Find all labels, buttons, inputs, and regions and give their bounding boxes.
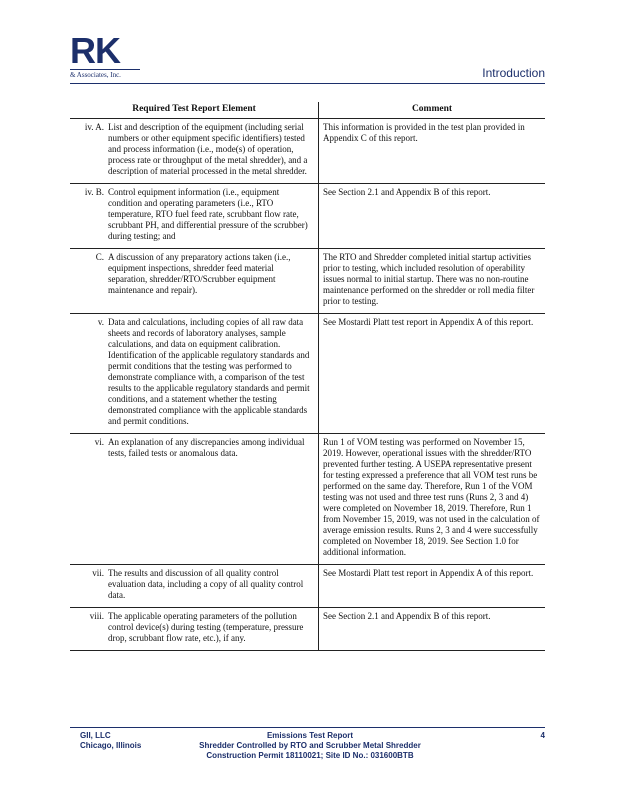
comment-cell: See Mostardi Platt test report in Appendix A of this report.: [319, 565, 546, 608]
page-number: 4: [540, 731, 545, 740]
header-divider: [70, 83, 545, 84]
footer-report-subject: Shredder Controlled by RTO and Scrubber Metal Shredder: [199, 741, 421, 750]
element-cell: [70, 434, 319, 565]
footer-company-location: Chicago, Illinois: [80, 741, 142, 750]
element-cell: [70, 608, 319, 651]
requirements-table: [70, 102, 545, 651]
table-row: [70, 314, 545, 434]
section-title: Introduction: [482, 66, 545, 80]
header-comment: Comment: [319, 102, 546, 119]
comment-cell: This information is provided in the test plan provided in Appendix C of this report.: [319, 119, 546, 184]
element-text: The applicable operating parameters of the pollution control device(s) during testing (temperature, pressure drop, scrubbant flow rate, etc.), if any.: [108, 611, 304, 643]
element-text: List and description of the equipment (including serial numbers or other equipment specific identifiers) tested and process information (i.e., mode(s) of operation, process rate or throughput of the metal shredder), and a description of material processed in the metal shredder.: [108, 122, 308, 176]
logo-mark: RK: [70, 30, 120, 71]
element-cell: [70, 314, 319, 434]
comment-cell: See Section 2.1 and Appendix B of this report.: [319, 608, 546, 651]
footer-report-title: Emissions Test Report: [266, 731, 354, 740]
table-row: [70, 565, 545, 608]
element-number: C.: [95, 252, 104, 262]
table-row: [70, 608, 545, 651]
header-element: Required Test Report Element: [70, 102, 319, 119]
element-number: viii.: [89, 611, 104, 621]
table-row: [70, 249, 545, 314]
element-cell: [70, 119, 319, 184]
element-text: A discussion of any preparatory actions taken (i.e., equipment inspections, shredder feed material separation, shredder/RTO/Scrubber equipment maintenance and repair).: [108, 252, 291, 295]
element-cell: [70, 249, 319, 314]
comment-cell: The RTO and Shredder completed initial startup activities prior to testing, which included resolution of operability issues normal to initial startup. There was no non-routine maintenance performed on the shredder or roll media filter prior to testing.: [319, 249, 546, 314]
logo-subtitle: & Associates, Inc.: [70, 69, 140, 79]
footer-permit-info: Construction Permit 18110021; Site ID No.: 031600BTB: [206, 751, 414, 760]
table-row: [70, 434, 545, 565]
table-row: [70, 184, 545, 249]
element-text: Control equipment information (i.e., equipment condition and operating parameters (i.e., RTO temperature, RTO fuel feed rate, scrubbant flow rate, scrubbant PH, and differential pressure of the scrubber) during testing; and: [108, 187, 308, 241]
comment-cell: See Mostardi Platt test report in Appendix A of this report.: [319, 314, 546, 434]
element-text: Data and calculations, including copies of all raw data sheets and records of laboratory analyses, sample calculations, and data on equipment calibration. Identification of the applicable regulatory standards and permit conditions that the testing was performed to demonstrate compliance with, a comparison of the test results to the applicable regulatory standards and permit conditions, and a statement whether the testing demonstrated compliance with the applicable standards and permit conditions.: [108, 317, 310, 426]
table-header-row: [70, 102, 545, 119]
footer-company-name: GII, LLC: [80, 731, 111, 740]
footer-divider: [70, 727, 545, 728]
company-logo: [70, 30, 140, 79]
comment-cell: Run 1 of VOM testing was performed on November 15, 2019. However, operational issues with the shredder/RTO prevented further testing. A USEPA representative present for testing expressed a preference that all VOM test runs be performed on the same day. Therefore, Run 1 of the VOM testing was not used and three test runs (Runs 2, 3 and 4) were completed on November 18, 2019. Therefore, Run 1 from November 15, 2019, was not used in the calculation of average emission results. Runs 2, 3 and 4 were successfully completed on November 18, 2019. See Section 1.0 for additional information.: [319, 434, 546, 565]
element-text: An explanation of any discrepancies among individual tests, failed tests or anomalous data.: [108, 437, 305, 458]
element-cell: [70, 565, 319, 608]
element-number: v.: [97, 317, 104, 327]
table-row: [70, 119, 545, 184]
element-number: iv. B.: [84, 187, 104, 197]
element-number: vi.: [94, 437, 104, 447]
comment-cell: See Section 2.1 and Appendix B of this report.: [319, 184, 546, 249]
footer-report-info: [150, 731, 470, 761]
element-number: iv. A.: [84, 122, 104, 132]
element-number: vii.: [92, 568, 104, 578]
element-cell: [70, 184, 319, 249]
element-text: The results and discussion of all quality control evaluation data, including a copy of all quality control data.: [108, 568, 304, 600]
footer-company: [80, 731, 141, 751]
